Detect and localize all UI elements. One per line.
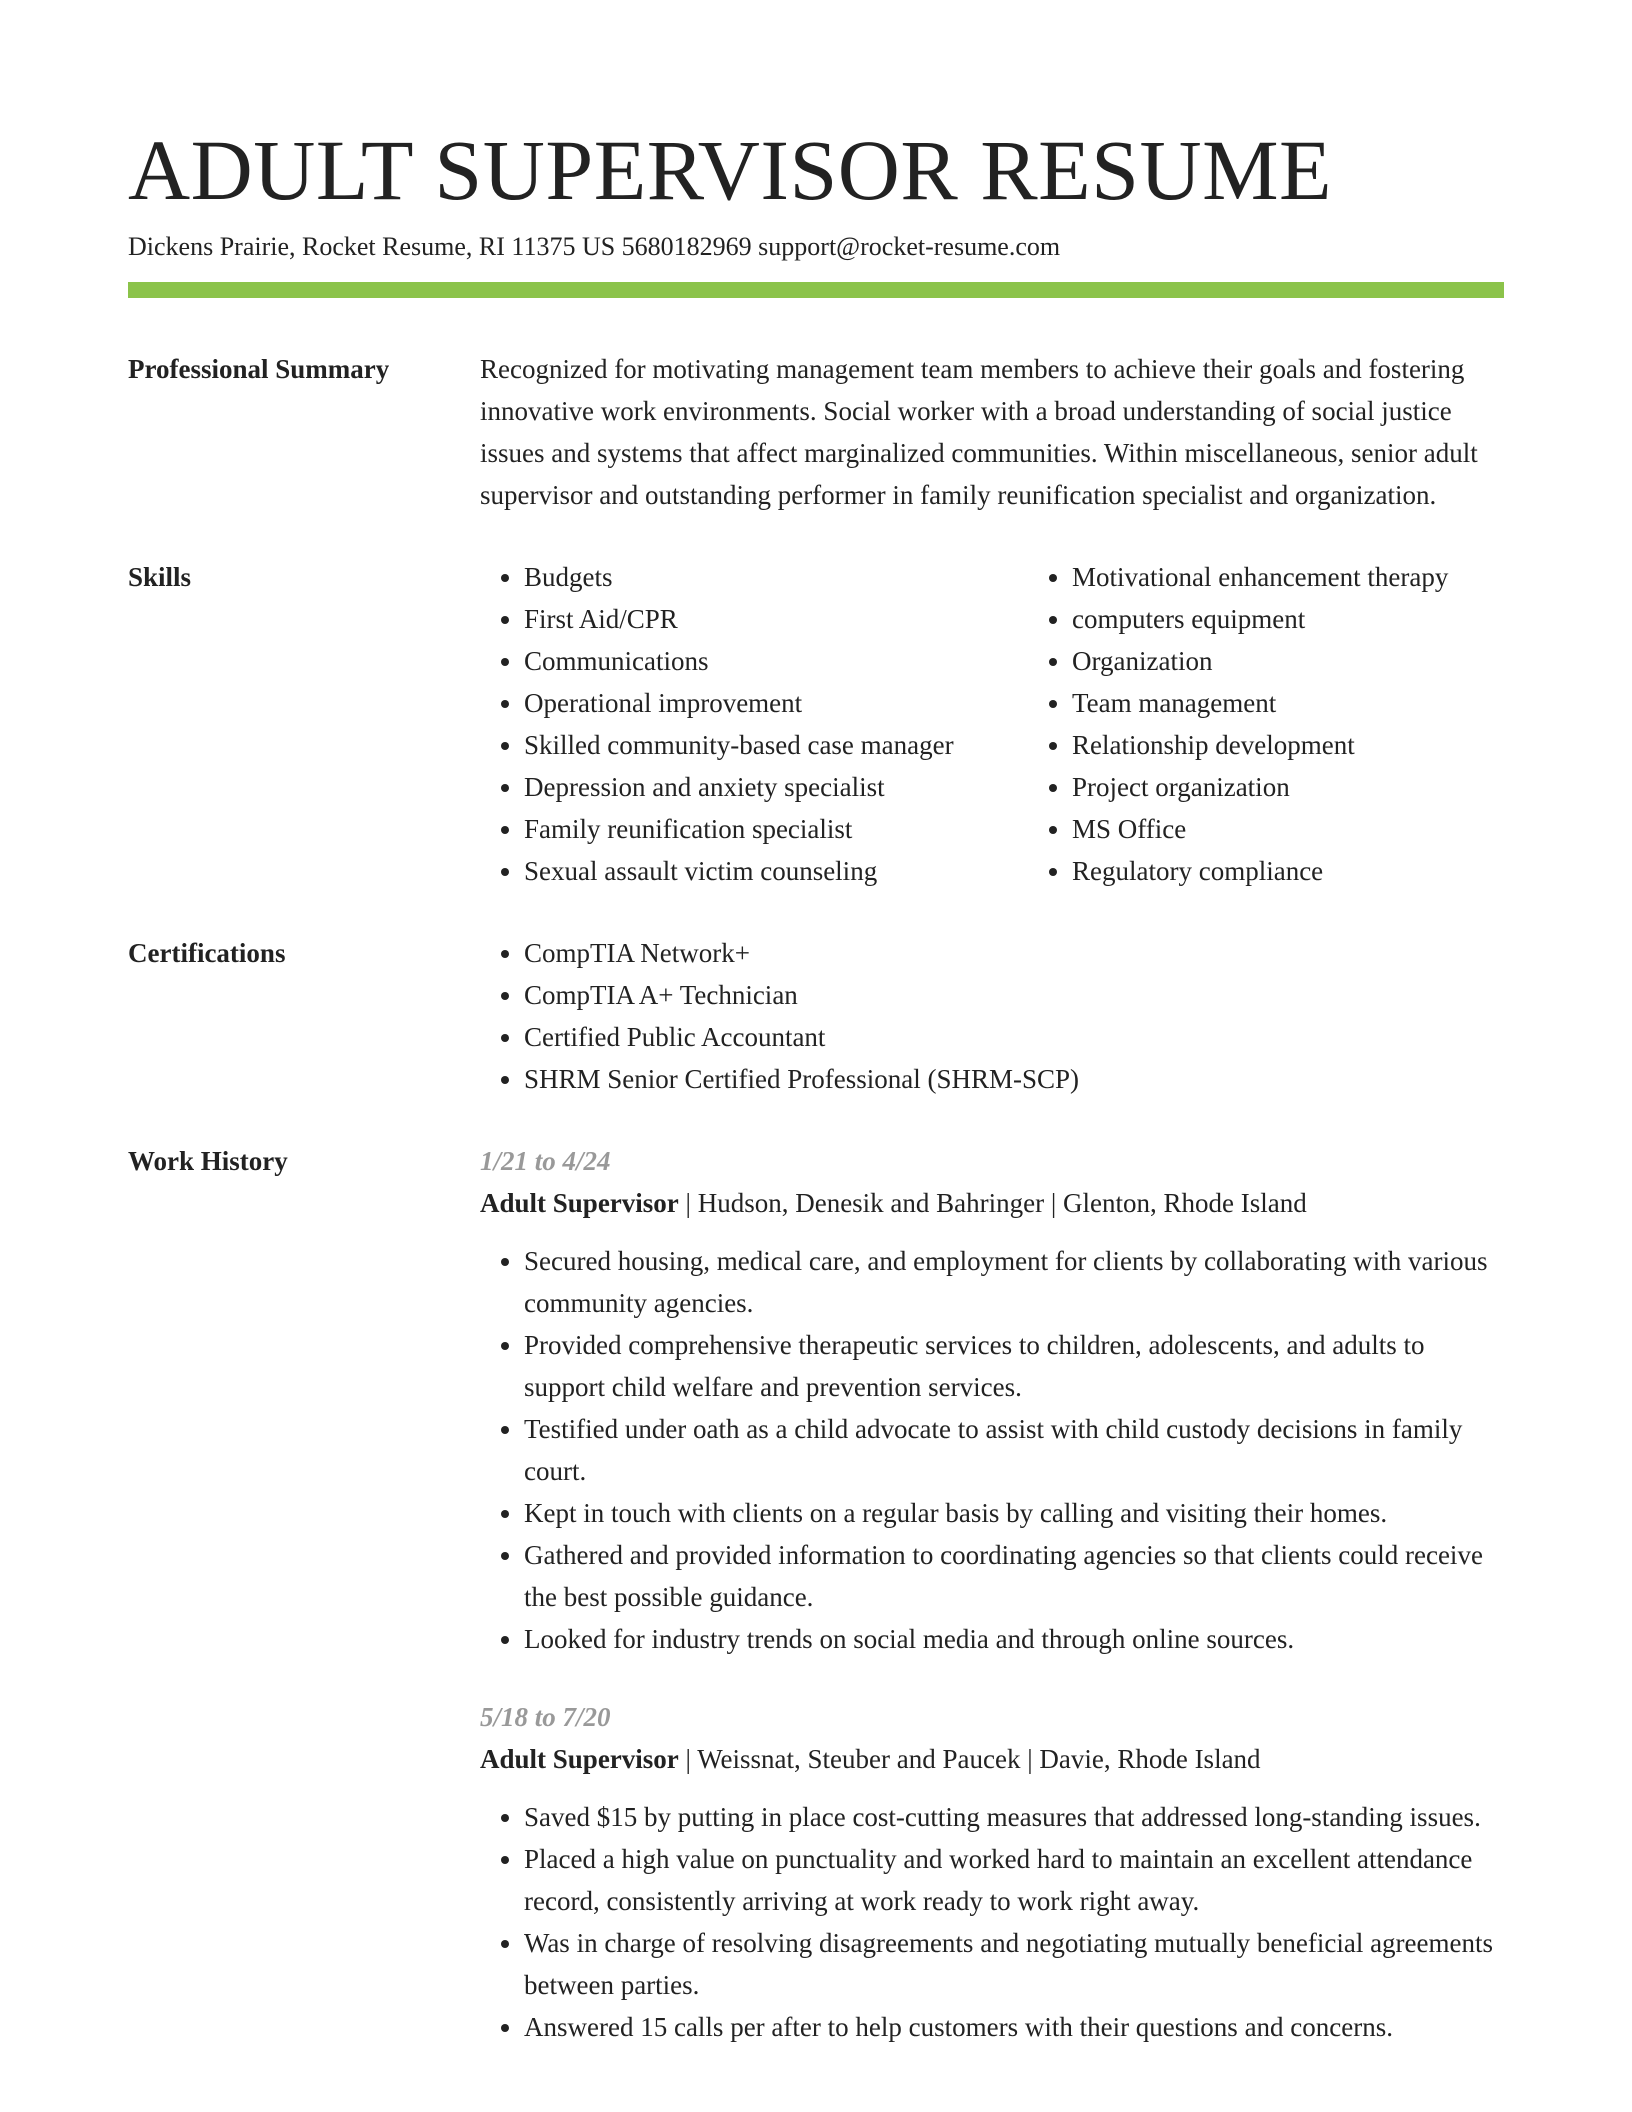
skill-item: • Operational improvement [524,682,1028,724]
resume-title: ADULT SUPERVISOR RESUME [128,122,1333,218]
work-history-section [128,1140,1504,2084]
job-title: Adult Supervisor [480,1188,679,1218]
skill-item: • Depression and anxiety specialist [524,766,1028,808]
job-bullet: • Provided comprehensive therapeutic services to children, adolescents, and adults to support child welfare and prevention services. [524,1324,1504,1408]
skill-item: • Team management [1072,682,1448,724]
skill-item: • MS Office [1072,808,1448,850]
skill-item: • Budgets [524,556,1028,598]
skill-item: • Sexual assault victim counseling [524,850,1028,892]
job-dates: 5/18 to 7/20 [480,1702,611,1732]
job-bullets [480,1240,1504,1660]
job-bullet: • Answered 15 calls per after to help customers with their questions and concerns. [524,2006,1504,2048]
accent-divider [128,282,1504,298]
skills-section [128,556,1504,892]
job-entry [480,1696,1504,2048]
job-bullet: • Placed a high value on punctuality and worked hard to maintain an excellent attendance record, consistently arriving at work ready to work right away. [524,1838,1504,1922]
skill-item: • Family reunification specialist [524,808,1028,850]
resume-page [128,120,1504,2084]
job-entry [480,1140,1504,1660]
job-heading [480,1182,1504,1224]
certification-item: • Certified Public Accountant [524,1016,1504,1058]
section-label-certifications: Certifications [128,938,286,968]
job-bullets [480,1796,1504,2048]
skill-item: • Regulatory compliance [1072,850,1448,892]
skill-item: • Project organization [1072,766,1448,808]
job-bullet: • Secured housing, medical care, and employment for clients by collaborating with various community agencies. [524,1240,1504,1324]
section-label-skills: Skills [128,562,192,592]
section-label-summary: Professional Summary [128,354,390,384]
skill-item: • First Aid/CPR [524,598,1028,640]
summary-text: Recognized for motivating management team members to achieve their goals and fostering innovative work environments. Social worker with a broad understanding of social justice issues and systems that affect marginalized communities. Within miscellaneous, senior adult supervisor and outstanding performer in family reunification specialist and organization. [480,354,1478,510]
certification-item: • CompTIA A+ Technician [524,974,1504,1016]
certifications-list [480,932,1504,1100]
job-bullet: • Testified under oath as a child advocate to assist with child custody decisions in family court. [524,1408,1504,1492]
skills-list-left [480,556,1028,892]
job-details: | Hudson, Denesik and Bahringer | Glenton, Rhode Island [678,1188,1307,1218]
skill-item: • computers equipment [1072,598,1448,640]
skill-item: • Organization [1072,640,1448,682]
job-bullet: • Gathered and provided information to coordinating agencies so that clients could receive the best possible guidance. [524,1534,1504,1618]
certification-item: • CompTIA Network+ [524,932,1504,974]
skill-item: • Skilled community-based case manager [524,724,1028,766]
job-heading [480,1738,1504,1780]
section-label-work-history: Work History [128,1146,288,1176]
skill-item: • Relationship development [1072,724,1448,766]
job-details: | Weissnat, Steuber and Paucek | Davie, Rhode Island [678,1744,1261,1774]
job-dates: 1/21 to 4/24 [480,1146,611,1176]
skill-item: • Communications [524,640,1028,682]
summary-section [128,348,1504,516]
certification-item: • SHRM Senior Certified Professional (SHRM-SCP) [524,1058,1504,1100]
job-bullet: • Saved $15 by putting in place cost-cutting measures that addressed long-standing issues. [524,1796,1504,1838]
skills-list-right [1028,556,1448,892]
certifications-section [128,932,1504,1100]
job-bullet: • Was in charge of resolving disagreements and negotiating mutually beneficial agreements between parties. [524,1922,1504,2006]
contact-line: Dickens Prairie, Rocket Resume, RI 11375 US 5680182969 support@rocket-resume.com [128,232,1061,261]
skill-item: • Motivational enhancement therapy [1072,556,1448,598]
job-bullet: • Looked for industry trends on social media and through online sources. [524,1618,1504,1660]
job-bullet: • Kept in touch with clients on a regular basis by calling and visiting their homes. [524,1492,1504,1534]
job-title: Adult Supervisor [480,1744,679,1774]
